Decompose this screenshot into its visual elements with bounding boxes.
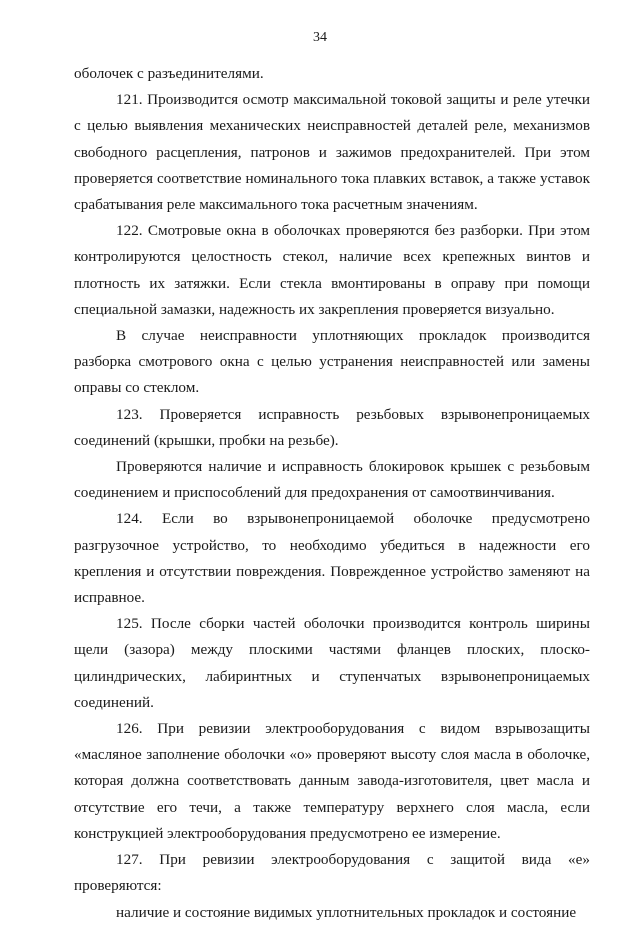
paragraph-122: 122. Смотровые окна в оболочках проверяются без разборки. При этом контролируются целостность стекол, наличие всех крепежных винтов и плотность их затяжки. Если стекла вмонтированы в оправу при помощи специальной замазки, надежность их закрепления проверяется визуально. [74,222,590,318]
paragraph-123: 123. Проверяется исправность резьбовых взрывонепроницаемых соединений (крышки, пробки на резьбе). [74,405,590,449]
paragraph-123-locks: Проверяются наличие и исправность блокировок крышек с резьбовым соединением и приспособлений для предохранения от самоотвинчивания. [74,458,590,502]
paragraph-127: 127. При ревизии электрооборудования с защитой вида «е» проверяются: [74,851,590,895]
paragraph-127-item: наличие и состояние видимых уплотнительных прокладок и состояние [116,903,577,921]
document-body [74,61,590,926]
page-number: 34 [313,30,327,45]
paragraph-125: 125. После сборки частей оболочки производится контроль ширины щели (зазора) между плоскими частями фланцев плоских, плоско-цилиндрических, лабиринтных и ступенчатых взрывонепроницаемых соединений. [74,615,590,711]
paragraph-continuation: оболочек с разъединителями. [74,65,264,82]
paragraph-122-seal-repair: В случае неисправности уплотняющих прокладок производится разборка смотрового окна с целью устранения неисправностей или замены оправы со стеклом. [74,327,590,397]
paragraph-126: 126. При ревизии электрооборудования с видом взрывозащиты «масляное заполнение оболочки «о» проверяют высоту слоя масла в оболочке, которая должна соответствовать данным завода-изготовителя, цвет масла и отсутствие его течи, а также температуру верхнего слоя масла, если конструкцией электрооборудования предусмотрено ее измерение. [74,720,590,842]
paragraph-121: 121. Производится осмотр максимальной токовой защиты и реле утечки с целью выявления механических неисправностей деталей реле, механизмов свободного расцепления, патронов и зажимов предохранителей. При этом проверяется соответствие номинального тока плавких вставок, а также уставок срабатывания реле максимального тока расчетным значениям. [74,91,590,214]
paragraph-124: 124. Если во взрывонепроницаемой оболочке предусмотрено разгрузочное устройство, то необходимо убедиться в надежности его крепления и отсутствии повреждения. Поврежденное устройство заменяют на исправное. [74,510,590,607]
